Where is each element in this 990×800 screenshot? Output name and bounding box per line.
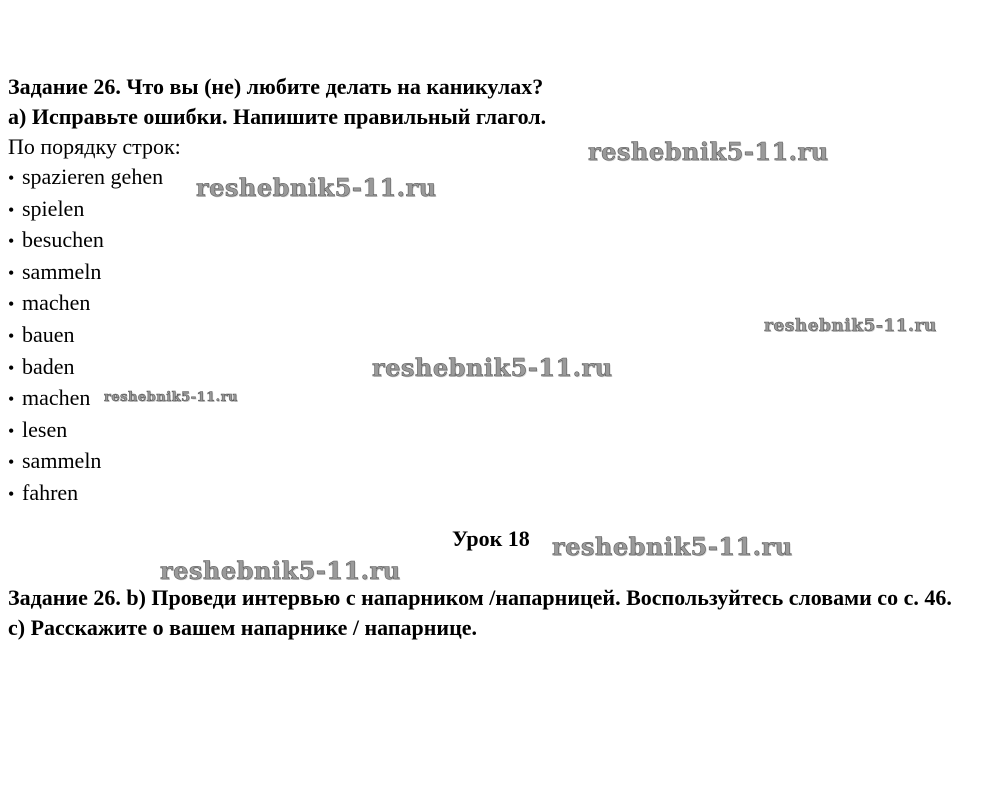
verb-text: spielen bbox=[22, 195, 85, 221]
lesson-heading: Урок 18 bbox=[452, 526, 530, 551]
bullet-icon: • bbox=[8, 294, 15, 315]
bullet-icon: • bbox=[8, 357, 15, 378]
watermark: reshebnik5-11.ru bbox=[372, 353, 613, 382]
verb-text: machen bbox=[22, 385, 91, 411]
list-item bbox=[8, 257, 984, 289]
verb-text: sammeln bbox=[22, 258, 102, 284]
watermark: reshebnik5-11.ru bbox=[160, 556, 401, 585]
list-item bbox=[8, 225, 984, 257]
bullet-icon: • bbox=[8, 231, 15, 252]
verb-text: baden bbox=[22, 353, 75, 379]
bullet-icon: • bbox=[8, 262, 15, 283]
watermark: reshebnik5-11.ru bbox=[104, 390, 239, 405]
bullet-icon: • bbox=[8, 199, 15, 220]
list-item bbox=[8, 478, 984, 510]
bullet-icon: • bbox=[8, 483, 15, 504]
verb-text: sammeln bbox=[22, 448, 102, 474]
watermark: reshebnik5-11.ru bbox=[196, 173, 437, 202]
watermark: reshebnik5-11.ru bbox=[764, 316, 937, 336]
verb-text: spazieren gehen bbox=[22, 164, 164, 189]
watermark: reshebnik5-11.ru bbox=[552, 532, 793, 561]
verb-text: lesen bbox=[22, 416, 68, 442]
task2-instruction: Задание 26. b) Проведи интервью с напарником /напарницей. Воспользуйтесь словами со с. 46. bbox=[8, 585, 952, 610]
task-26-section bbox=[8, 72, 984, 510]
bullet-icon: • bbox=[8, 389, 15, 410]
task-26b-section bbox=[8, 583, 984, 643]
verb-text: machen bbox=[22, 290, 91, 316]
bullet-icon: • bbox=[8, 420, 15, 441]
verb-text: fahren bbox=[22, 479, 79, 505]
list-item bbox=[8, 194, 984, 226]
watermark: reshebnik5-11.ru bbox=[588, 137, 829, 166]
list-item bbox=[8, 446, 984, 478]
task-subtitle: а) Исправьте ошибки. Напишите правильный глагол. bbox=[8, 104, 547, 129]
intro-text: По порядку строк: bbox=[8, 134, 181, 159]
bullet-icon: • bbox=[8, 325, 15, 346]
bullet-icon: • bbox=[8, 452, 15, 473]
list-item bbox=[8, 162, 984, 194]
verb-text: besuchen bbox=[22, 227, 104, 253]
task2-followup: с) Расскажите о вашем напарнике / напарнице. bbox=[8, 615, 478, 640]
list-item bbox=[8, 415, 984, 447]
verb-text: bauen bbox=[22, 321, 75, 347]
bullet-icon: • bbox=[8, 168, 15, 188]
task-title: Задание 26. Что вы (не) любите делать на каникулах? bbox=[8, 74, 544, 99]
